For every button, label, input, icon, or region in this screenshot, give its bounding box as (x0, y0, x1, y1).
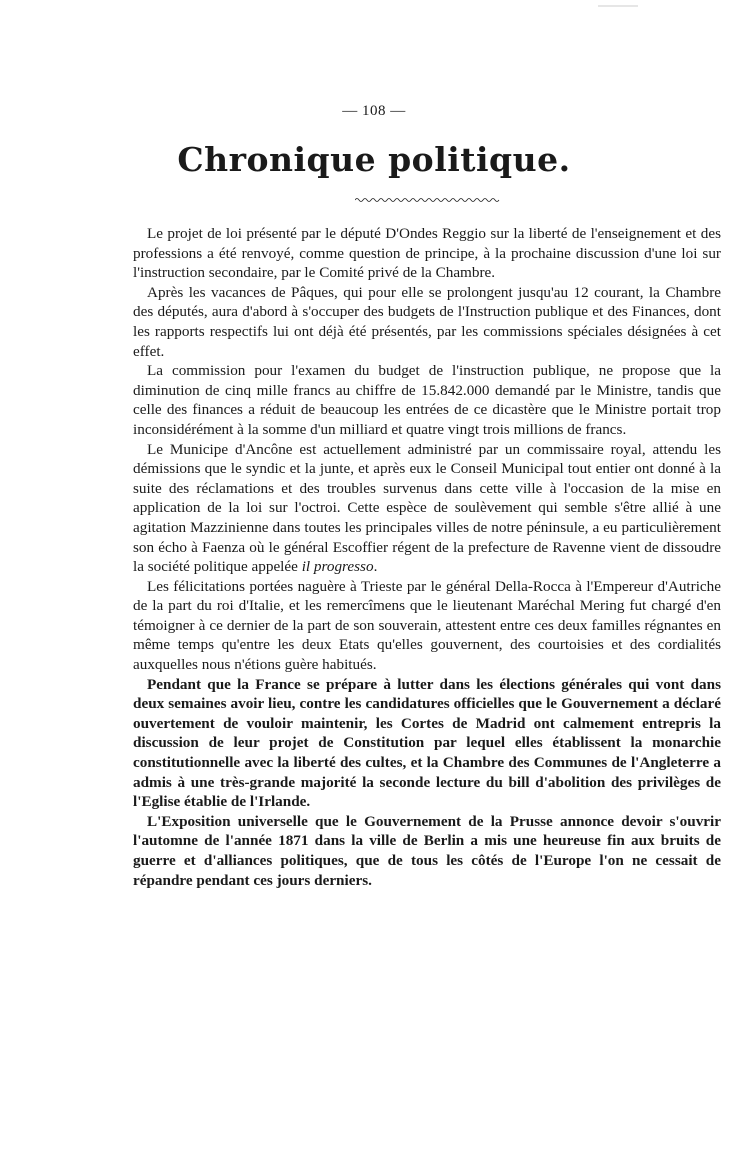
paragraph: La commission pour l'examen du budget de l'instruction publique, ne propose que la diminution de cinq mille francs au chiffre de 15.842.000 demandé par le Ministre, tandis que celle des finances a réduit de beaucoup les entrées de ce dicastère que le Ministre portait trop inconsidérément à la somme d'un milliard et quatre vingt trois millions de francs. (133, 362, 721, 438)
emphasis-text: il progresso (301, 558, 374, 576)
paragraph-text: Le Municipe d'Ancône est actuellement administré par un commissaire royal, attendu les démissions que le syndic et la junte, et après eux le Conseil Municipal tout entier ont donné à la suite des réclamations et des troubles survenus dans cette ville à l'occasion de la mise en application de la loi sur l'octroi. Cette espèce de soulèvement qui semble s'être allié à une agitation Mazzinienne dans toutes les principales villes de notre péninsule, a eu particulièrement son écho à Faenza où le général Escoffier régent de la prefecture de Ravenne vient de dissoudre la société politique appelée (133, 440, 721, 576)
paragraph: Après les vacances de Pâques, qui pour elle se prolongent jusqu'au 12 courant, la Chambre des députés, aura d'abord à s'occuper des budgets de l'Instruction publique et des Finances, dont les rapports respectifs lui ont déjà été présentés, par les commissions spéciales désignées à cet effet. (133, 283, 721, 360)
article-body (133, 224, 721, 890)
paragraph: Pendant que la France se prépare à lutter dans les élections générales qui vont dans deux semaines avoir lieu, contre les candidatures officielles que le Gouvernement a déclaré ouvertement de vouloir maintenir, les Cortes de Madrid ont calmement entrepris la discussion de leur projet de Constitution par lequel elles établissent la monarchie constitutionnelle avec la liberté des cultes, et la Chambre des Communes de l'Angleterre a admis à une très-grande majorité la seconde lecture du bill d'abolition des privilèges de l'Eglise établie de l'Irlande. (133, 675, 721, 811)
scan-mark (598, 5, 638, 7)
paragraph: Les félicitations portées naguère à Trieste par le général Della-Rocca à l'Empereur d'Autriche de la part du roi d'Italie, et les remercîmens que le lieutenant Maréchal Mering fut chargé d'en témoigner à ce dernier de la part de son souverain, attestent entre ces deux familles régnantes en même temps qu'entre les deux Etats qu'elles gouvernent, des courtoisies et des cordialités auxquelles nous n'étions guère habitués. (133, 577, 721, 674)
paragraph-tail: . (373, 558, 378, 576)
paragraph: Le projet de loi présenté par le député D'Ondes Reggio sur la liberté de l'enseignement et des professions a été renvoyé, comme question de principe, à la prochaine discussion d'une loi sur l'instruction secondaire, par le Comité privé de la Chambre. (133, 225, 721, 282)
page-number: — 108 — (342, 103, 406, 119)
paragraph (133, 440, 721, 577)
page-title: Chronique politique. (177, 140, 571, 179)
decorative-wavy-rule (355, 197, 500, 203)
paragraph: L'Exposition universelle que le Gouvernement de la Prusse annonce devoir s'ouvrir l'automne de l'année 1871 dans la ville de Berlin a mis une heureuse fin aux bruits de guerre et d'alliances politiques, que de tous les côtés de l'Europe l'on ne cessait de répandre pendant ces jours derniers. (133, 812, 721, 889)
